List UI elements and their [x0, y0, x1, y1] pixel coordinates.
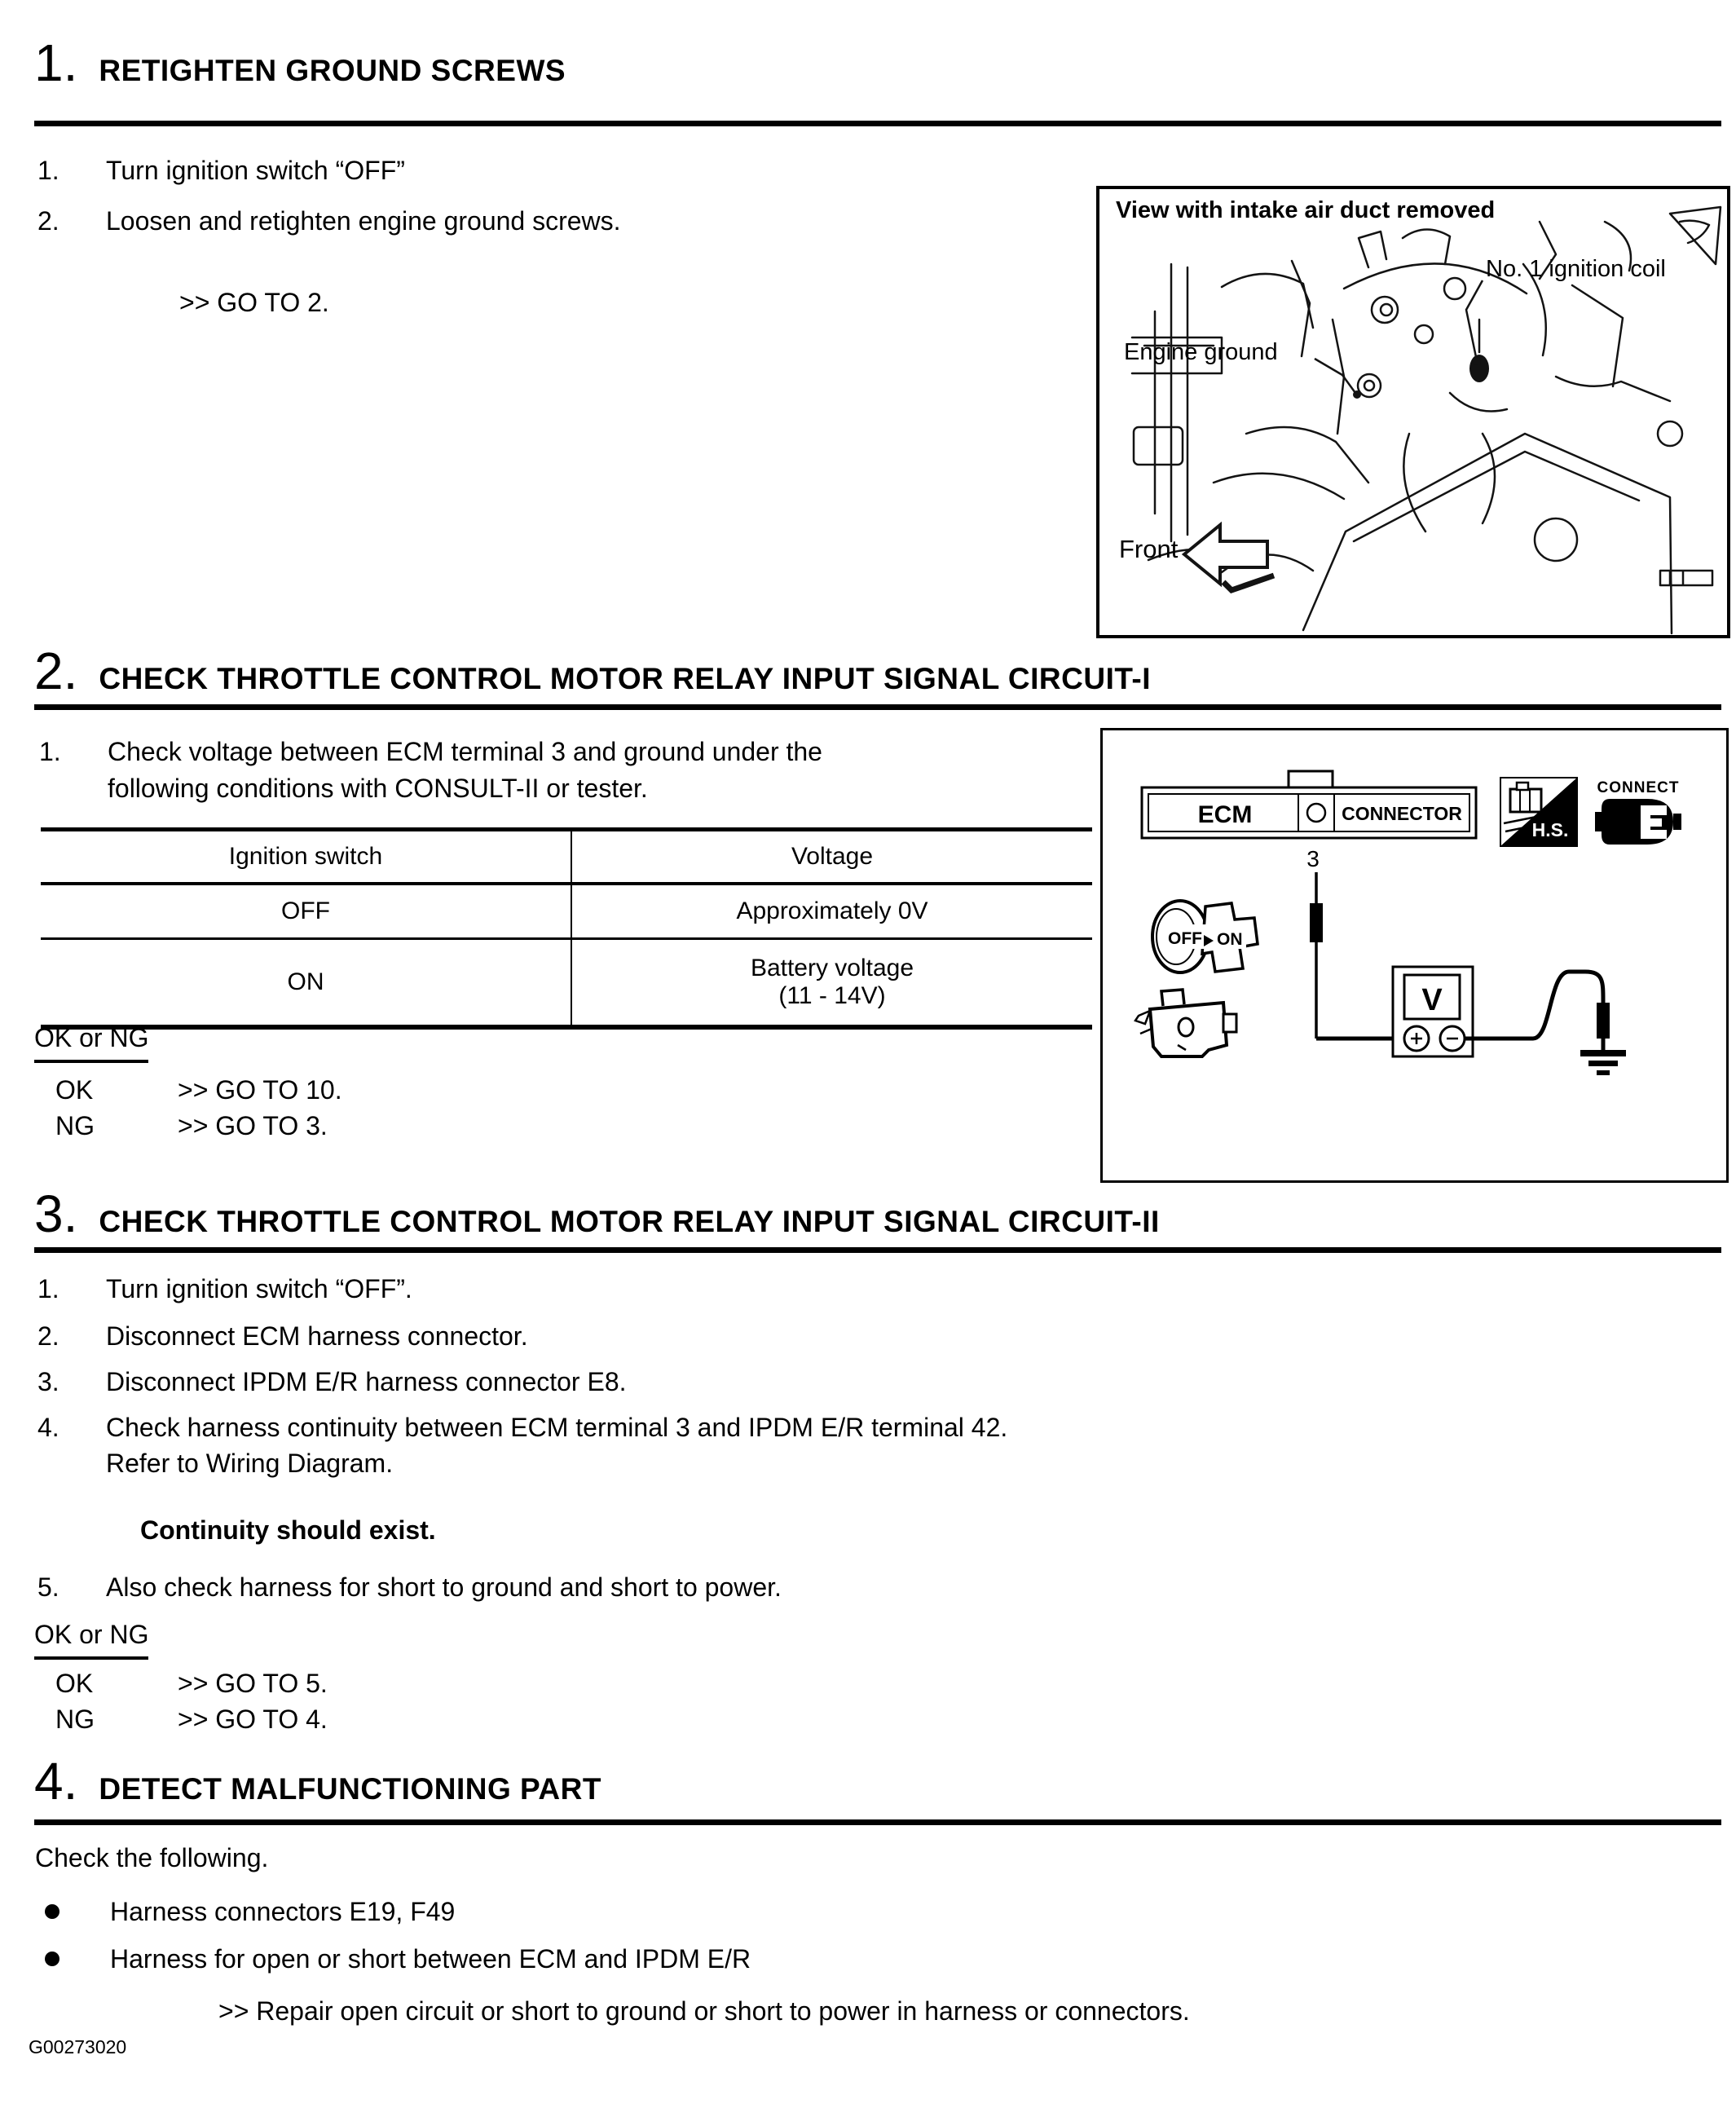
bullet-item: Harness for open or short between ECM and IPDM E/R	[110, 1944, 751, 1974]
section-2-rule	[34, 704, 1721, 710]
step-number: 4.	[37, 1413, 59, 1442]
front-label: Front	[1119, 535, 1179, 563]
step-number: 1.	[37, 156, 59, 185]
terminal-number: 3	[1306, 846, 1320, 871]
result-key: OK	[55, 1075, 94, 1105]
section-1-rule	[34, 121, 1721, 126]
section-4-number: 4.	[34, 1752, 78, 1810]
ecm-label: ECM	[1197, 801, 1253, 828]
figure-engine-view	[1096, 186, 1730, 638]
connector-label: CONNECTOR	[1342, 803, 1462, 824]
connect-label: CONNECT	[1597, 779, 1680, 796]
table-row	[41, 940, 1092, 1025]
step-text: Also check harness for short to ground and short to power.	[106, 1572, 782, 1602]
goto-result: >> GO TO 2.	[179, 288, 329, 317]
voltage-table	[41, 827, 1092, 1030]
figure-caption: View with intake air duct removed	[1116, 197, 1496, 223]
connect-plug-icon	[1595, 799, 1681, 845]
document-id: G00273020	[29, 2036, 127, 2057]
section-3-rule	[34, 1247, 1721, 1253]
bullet-icon	[45, 1904, 59, 1919]
section-4-heading	[34, 1751, 601, 1811]
step-number: 2.	[37, 1321, 59, 1351]
ok-or-ng-label: OK or NG	[34, 1619, 148, 1660]
table-header-row	[41, 831, 1092, 885]
key-off-label: OFF	[1168, 929, 1202, 948]
step-text-line: following conditions with CONSULT-II or tester.	[108, 774, 648, 803]
bullet-icon	[45, 1952, 59, 1966]
section-1-title: RETIGHTEN GROUND SCREWS	[99, 54, 566, 87]
table-row	[41, 885, 1092, 940]
check-intro: Check the following.	[35, 1843, 269, 1872]
step-number: 3.	[37, 1367, 59, 1396]
section-2-heading	[34, 641, 1151, 701]
column-header: Voltage	[571, 831, 1092, 882]
step-text-line: Refer to Wiring Diagram.	[106, 1449, 394, 1478]
step-text: Loosen and retighten engine ground screws.	[106, 206, 621, 236]
result-key: NG	[55, 1705, 95, 1734]
section-4-title: DETECT MALFUNCTIONING PART	[99, 1772, 601, 1806]
ground-symbol-icon	[1580, 1050, 1626, 1075]
figure-circuit-diagram	[1100, 728, 1729, 1183]
step-text: Disconnect IPDM E/R harness connector E8.	[106, 1367, 627, 1396]
goto-result: >> GO TO 10.	[178, 1075, 342, 1105]
column-header: Ignition switch	[228, 843, 383, 870]
ground-wire	[1465, 972, 1603, 1050]
repair-action: >> Repair open circuit or short to ground or short to power in harness or connectors.	[218, 1996, 1190, 2026]
ground-leader-line	[1315, 359, 1355, 393]
bullet-item: Harness connectors E19, F49	[110, 1897, 456, 1926]
goto-result: >> GO TO 3.	[178, 1111, 328, 1140]
circuit-diagram-art	[1103, 730, 1726, 1180]
engine-icon	[1135, 990, 1236, 1056]
table-cell: Approximately 0V	[571, 885, 1092, 937]
goto-result: >> GO TO 5.	[178, 1669, 328, 1698]
step-number: 1.	[39, 737, 61, 766]
result-key: NG	[55, 1111, 95, 1140]
result-key: OK	[55, 1669, 94, 1698]
step-text-line: Check voltage between ECM terminal 3 and ground under the	[108, 737, 822, 766]
hs-label: H.S.	[1531, 819, 1569, 840]
section-1-heading	[34, 33, 566, 93]
table-cell: ON	[287, 968, 324, 995]
voltmeter-v-label: V	[1421, 983, 1443, 1017]
step-text: Turn ignition switch “OFF”	[106, 156, 405, 185]
ok-or-ng-label: OK or NG	[34, 1022, 148, 1063]
table-cell	[571, 940, 1092, 1025]
table-cell-line: Battery voltage	[750, 955, 914, 981]
section-3-number: 3.	[34, 1184, 78, 1243]
section-4-rule	[34, 1819, 1721, 1825]
step-text: Check harness continuity between ECM terminal 3 and IPDM E/R terminal 42.	[106, 1413, 1008, 1442]
section-3-heading	[34, 1184, 1160, 1244]
step-number: 5.	[37, 1572, 59, 1602]
engine-ground-label: Engine ground	[1124, 339, 1278, 365]
section-2-number: 2.	[34, 642, 78, 700]
section-3-title: CHECK THROTTLE CONTROL MOTOR RELAY INPUT SIGNAL CIRCUIT-II	[99, 1205, 1160, 1238]
section-1-number: 1.	[34, 33, 78, 92]
key-on-label: ON	[1217, 930, 1243, 949]
ignition-coil-label: No. 1 ignition coil	[1486, 256, 1666, 282]
table-cell: OFF	[281, 898, 330, 924]
front-arrow-icon	[1184, 525, 1267, 584]
step-text: Turn ignition switch “OFF”.	[106, 1274, 412, 1303]
goto-result: >> GO TO 4.	[178, 1705, 328, 1734]
table-cell-line: (11 - 14V)	[778, 982, 886, 1009]
spec-note: Continuity should exist.	[140, 1515, 436, 1545]
section-2-title: CHECK THROTTLE CONTROL MOTOR RELAY INPUT SIGNAL CIRCUIT-I	[99, 662, 1152, 695]
step-number: 1.	[37, 1274, 59, 1303]
step-number: 2.	[37, 206, 59, 236]
step-text: Disconnect ECM harness connector.	[106, 1321, 528, 1351]
